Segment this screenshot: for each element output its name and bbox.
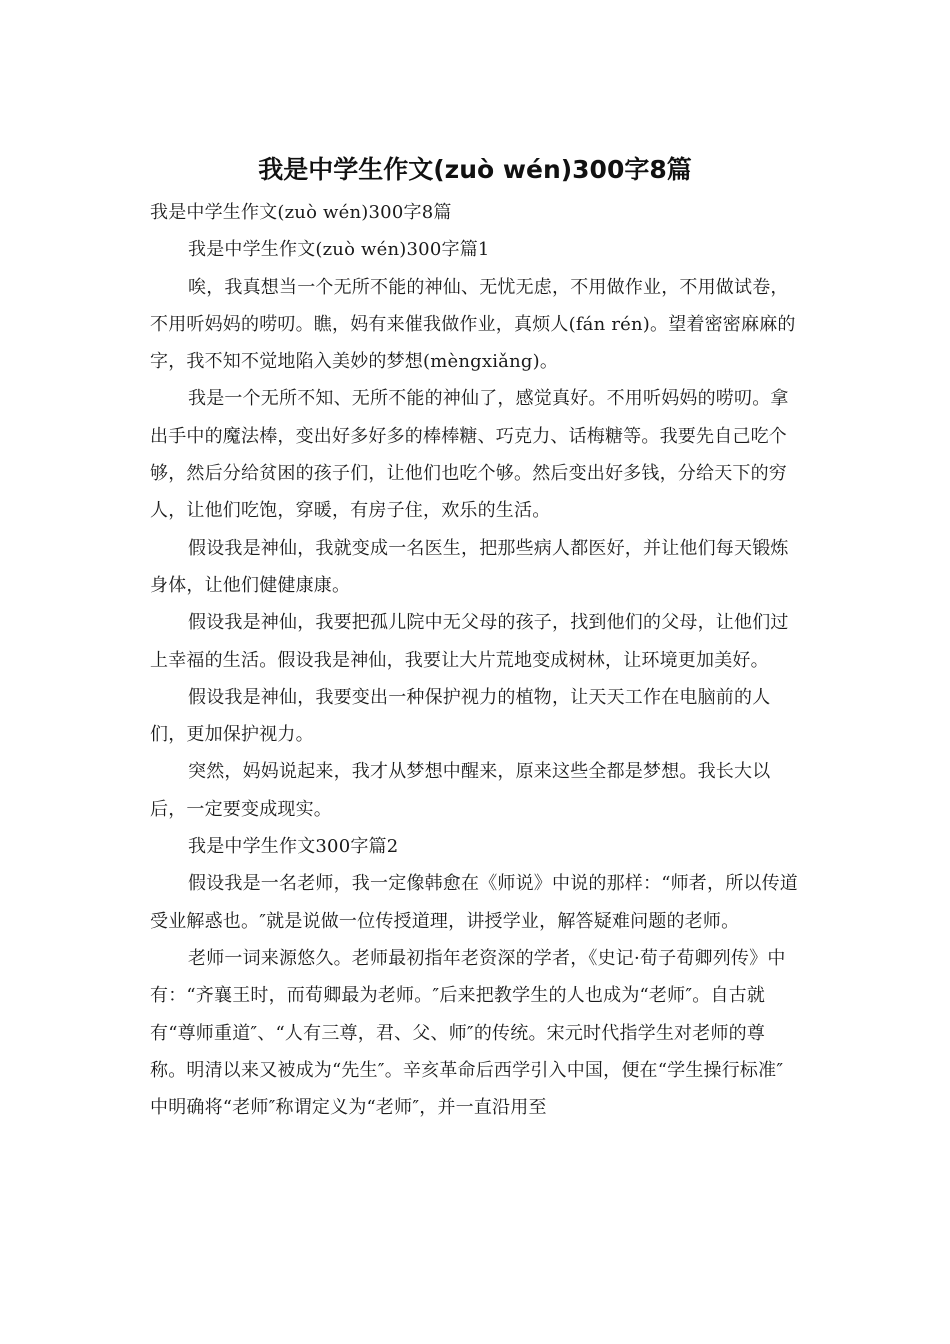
- paragraph: 我是中学生作文(zuò wén)300字篇1: [188, 239, 490, 261]
- paragraph: 我是一个无所不知、无所不能的神仙了，感觉真好。不用听妈妈的唠叨。拿出手中的魔法棒，变出好多好多的棒棒糖、巧克力、话梅糖等。我要先自己吃个够，然后分给贫困的孩子们，让他们也吃个够。然后变出好多钱，分给天下的穷人，让他们吃饱，穿暖，有房子住，欢乐的生活。: [150, 388, 789, 522]
- paragraph: 假设我是神仙，我要变出一种保护视力的植物，让天天工作在电脑前的人们，更加保护视力。: [150, 686, 771, 746]
- paragraph: 老师一词来源悠久。老师最初指年老资深的学者，《史记·荀子荀卿列传》中有：“齐襄王时，而荀卿最为老师。″后来把教学生的人也成为“老师″。自古就有“尊师重道″、“人有三尊，君、父、师″的传统。宋元时代指学生对老师的尊称。明清以来又被成为“先生″。辛亥革命后西学引入中国，便在“学生操行标准″中明确将“老师″称谓定义为“老师″，并一直沿用至: [150, 947, 786, 1119]
- paragraph: 假设我是一名老师，我一定像韩愈在《师说》中说的那样：“师者，所以传道受业解惑也。″就是说做一位传授道理，讲授学业，解答疑难问题的老师。: [150, 873, 798, 932]
- paragraph: 我是中学生作文(zuò wén)300字8篇: [150, 202, 452, 223]
- paragraph: 假设我是神仙，我就变成一名医生，把那些病人都医好，并让他们每天锻炼身体，让他们健健康康。: [150, 537, 789, 596]
- document-body: [150, 194, 800, 1126]
- section-heading: 我是中学生作文300字篇2: [188, 836, 399, 858]
- document-title: 我是中学生作文(zuò wén)300字8篇: [258, 155, 692, 184]
- paragraph: 唉，我真想当一个无所不能的神仙、无忧无虑，不用做作业，不用做试卷，不用听妈妈的唠叨。瞧，妈有来催我做作业，真烦人(fán rén)。望着密密麻麻的字，我不知不觉地陷入美妙的梦想(mèngxiǎng)。: [150, 276, 796, 373]
- paragraph: 突然，妈妈说起来，我才从梦想中醒来，原来这些全都是梦想。我长大以后，一定要变成现实。: [150, 761, 771, 820]
- paragraph: 假设我是神仙，我要把孤儿院中无父母的孩子，找到他们的父母，让他们过上幸福的生活。假设我是神仙，我要让大片荒地变成树林，让环境更加美好。: [150, 612, 789, 671]
